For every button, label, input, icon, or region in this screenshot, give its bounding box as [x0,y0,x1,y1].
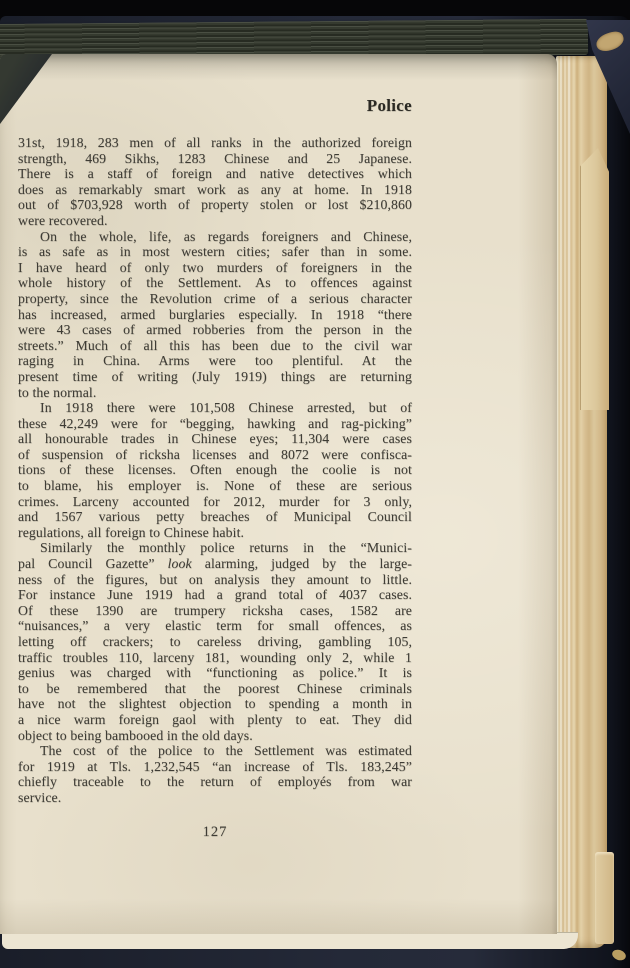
text-line: There is a staff of foreign and native detectives which [18,166,412,182]
paragraph [18,743,412,805]
text-line: For instance June 1919 had a grand total of 4037 cases. [18,587,412,603]
text-line: pal Council Gazette” look alarming, judged by the large- [18,556,412,572]
under-page-edge [2,932,578,949]
paragraph [18,229,412,401]
text-line: I have heard of only two murders of foreigners in the [18,259,412,275]
text-line: to blame, his employer is. None of these are serious [18,478,412,494]
text-line: out of $703,928 worth of property stolen or lost $210,860 [18,197,412,213]
text-line: tions of these licenses. Often enough the coolie is not [18,462,412,478]
protruding-page-edge-lower [595,852,614,944]
text-line: Of these 1390 are trumpery ricksha cases, 1582 are [18,602,412,618]
text-line: 31st, 1918, 283 men of all ranks in the authorized foreign [18,135,412,150]
paragraph [18,400,412,540]
text-line: chiefly traceable to the return of employés from war [18,774,412,790]
text-line: has increased, armed burglaries especially. In 1918 “there [18,306,412,322]
text-line: letting off crackers; to careless driving, gambling 105, [18,634,412,649]
text-line: Similarly the monthly police returns in the “Munici- [40,540,412,556]
text-line: of suspension of ricksha licenses and 8072 were confisca- [18,446,412,462]
text-line: service. [18,789,62,805]
text-line: raging in China. Arms were too plentiful. At the [18,353,412,369]
text-line: streets.” Much of all this has been due to the civil war [18,337,412,353]
text-line: genius was charged with “functioning as police.” It is [18,665,412,681]
text-line: to be remembered that the poorest Chinese criminals [18,680,412,696]
text-line: present time of writing (July 1919) things are returning [18,368,412,384]
page-number: 127 [202,823,228,840]
text-line: crimes. Larceny accounted for 2012, murder for 3 only, [18,493,412,509]
text-line: On the whole, life, as regards foreigners and Chinese, [40,228,412,244]
text-line: object to being bambooed in the old days. [18,727,253,743]
text-line: and 1567 various petty breaches of Municipal Council [18,509,412,525]
text-line: whole history of the Settlement. As to offences against [18,275,412,291]
text-line: property, since the Revolution crime of a serious character [18,290,412,306]
text-line: traffic troubles 110, larceny 181, wounding only 2, while 1 [18,649,412,665]
text-line: regulations, all foreign to Chinese habit. [18,524,245,540]
text-line: these 42,249 were for “begging, hawking and rag-picking” [18,415,412,431]
running-head: Police [366,96,412,115]
paragraph [18,540,412,743]
text-line: were recovered. [18,212,108,228]
text-line: strength, 469 Sikhs, 1283 Chinese and 25 Japanese. [18,150,412,166]
text-line: The cost of the police to the Settlement was estimated [40,743,412,759]
text-line: In 1918 there were 101,508 Chinese arrested, but of [40,400,412,416]
text-line: were 43 cases of armed robberies from the person in the [18,322,412,338]
text-line: all honourable trades in Chinese eyes; 11,304 were cases [18,431,412,447]
text-line: does as remarkably smart work as any at home. In 1918 [18,181,412,197]
text-line: have not the slightest objection to spending a month in [18,696,412,712]
book-page [0,54,557,934]
protruding-page-edge [580,148,609,410]
text-line: “nuisances,” a very elastic term for small offences, as [18,618,412,634]
text-line: a nice warm foreign gaol with plenty to eat. They did [18,711,412,727]
text-line: is as safe as in most western cities; safer than in some. [18,244,412,260]
page-text [18,96,412,841]
paragraph [18,135,412,229]
text-line: for 1919 at Tls. 1,232,545 “an increase of Tls. 183,245” [18,758,412,774]
paragraphs-container [18,135,412,806]
text-line: ness of the figures, but on analysis they amount to little. [18,571,412,587]
text-line: to the normal. [18,384,97,400]
